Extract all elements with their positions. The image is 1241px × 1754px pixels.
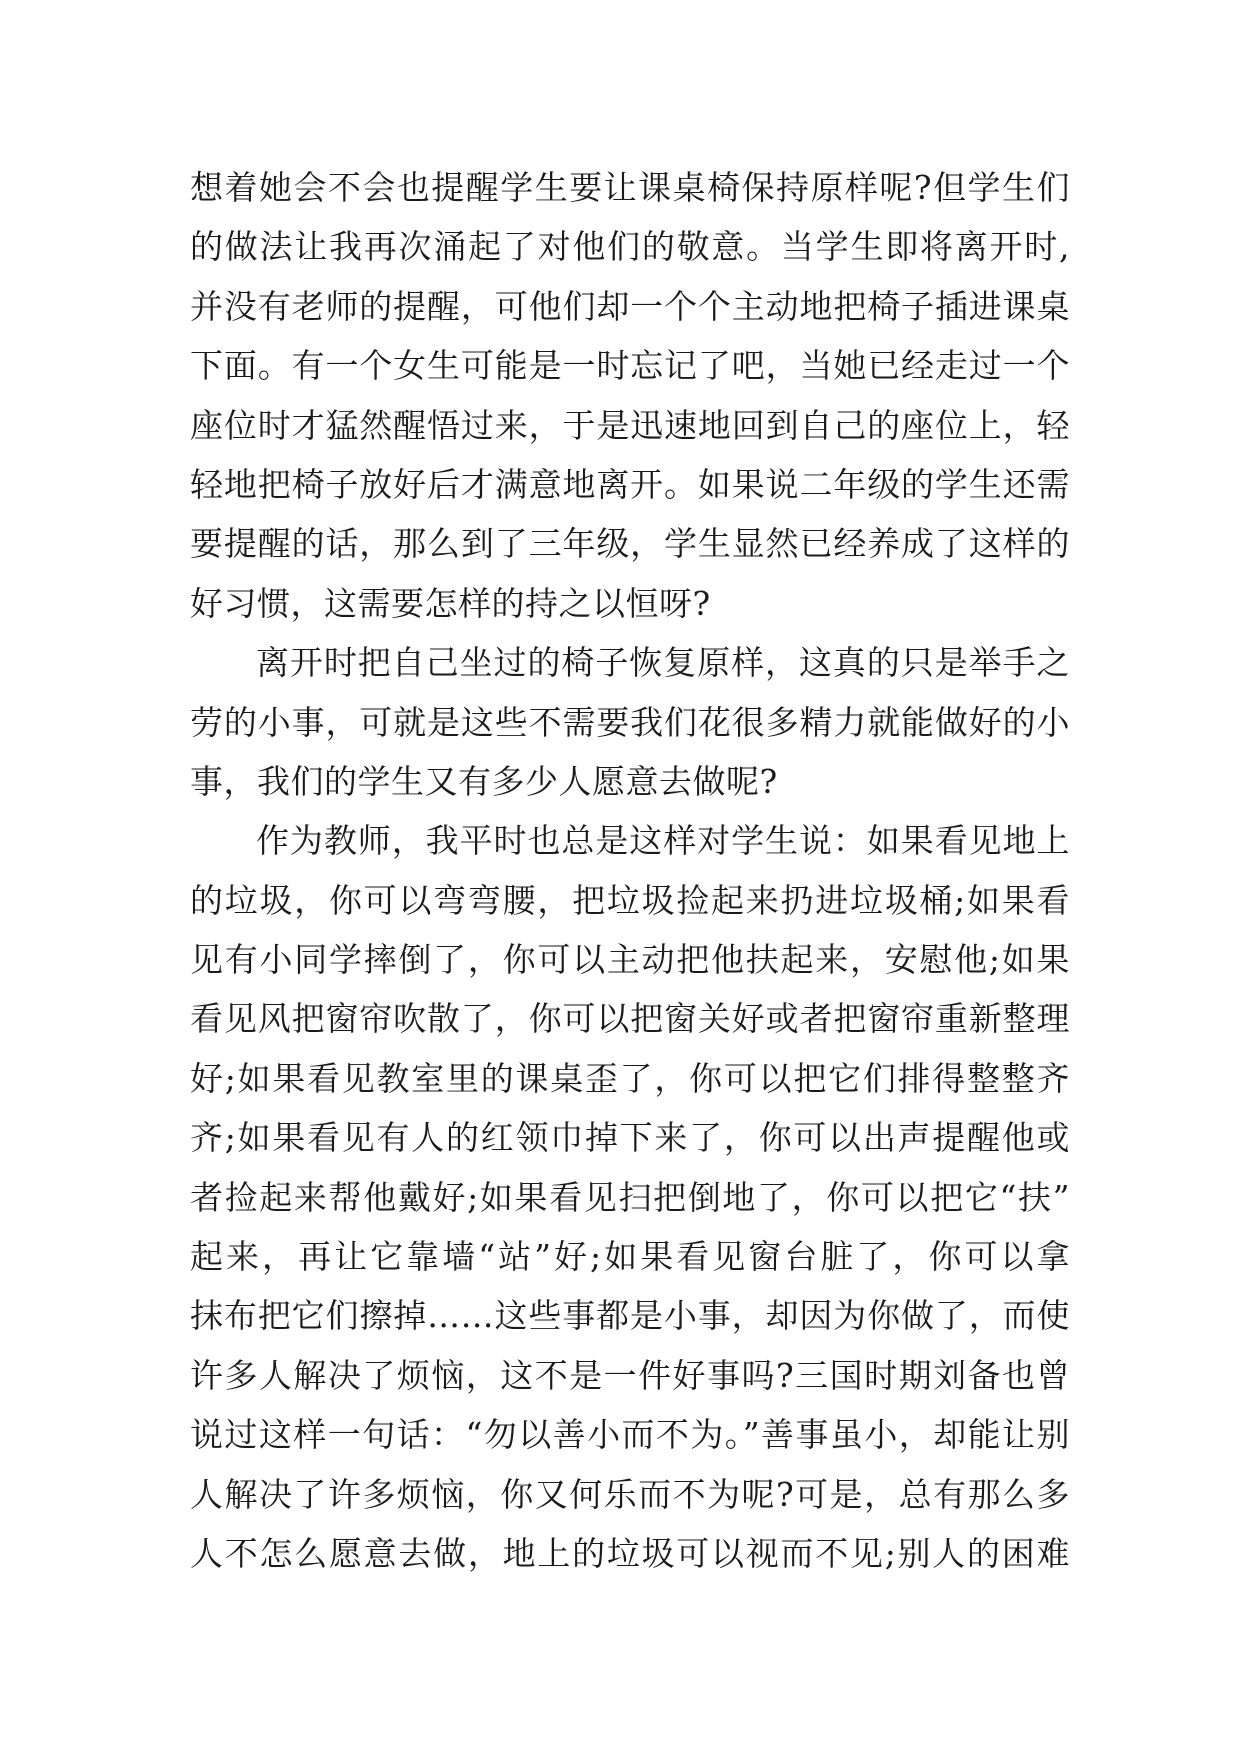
text-line: 下面。有一个女生可能是一时忘记了吧，当她已经走过一个: [190, 346, 1070, 386]
text-line: 作为教师，我平时也总是这样对学生说：如果看见地上: [256, 821, 1070, 861]
text-line: 想着她会不会也提醒学生要让课桌椅保持原样呢?但学生们: [190, 168, 1070, 207]
text-line: 抹布把它们擦掉……这些事都是小事，却因为你做了，而使: [190, 1296, 1070, 1336]
text-line: 劳的小事，可就是这些不需要我们花很多精力就能做好的小: [190, 702, 1070, 742]
text-line: 好习惯，这需要怎样的持之以恒呀?: [190, 583, 711, 623]
text-line: 事，我们的学生又有多少人愿意去做呢?: [190, 761, 778, 801]
body-text: [190, 158, 1070, 1583]
text-line: 要提醒的话，那么到了三年级，学生显然已经养成了这样的: [190, 524, 1070, 564]
text-line: 人解决了许多烦恼，你又何乐而不为呢?可是，总有那么多: [190, 1474, 1070, 1514]
text-line: 许多人解决了烦恼，这不是一件好事吗?三国时期刘备也曾: [190, 1355, 1070, 1395]
text-line: 座位时才猛然醒悟过来，于是迅速地回到自己的座位上，轻: [190, 405, 1070, 445]
text-line: 离开时把自己坐过的椅子恢复原样，这真的只是举手之: [256, 643, 1070, 683]
text-line: 者捡起来帮他戴好;如果看见扫把倒地了，你可以把它“扶”: [190, 1177, 1070, 1217]
text-line: 人不怎么愿意去做，地上的垃圾可以视而不见;别人的困难: [190, 1533, 1070, 1573]
text-line: 看见风把窗帘吹散了，你可以把窗关好或者把窗帘重新整理: [190, 999, 1070, 1039]
text-line: 轻地把椅子放好后才满意地离开。如果说二年级的学生还需: [190, 464, 1070, 504]
text-line: 的垃圾，你可以弯弯腰，把垃圾捡起来扔进垃圾桶;如果看: [190, 880, 1070, 920]
text-line: 好;如果看见教室里的课桌歪了，你可以把它们排得整整齐: [190, 1058, 1070, 1098]
text-line: 说过这样一句话：“勿以善小而不为。”善事虽小，却能让别: [190, 1415, 1070, 1455]
text-line: 起来，再让它靠墙“站”好;如果看见窗台脏了，你可以拿: [190, 1237, 1070, 1277]
text-line: 并没有老师的提醒，可他们却一个个主动地把椅子插进课桌: [190, 286, 1070, 326]
text-line: 见有小同学摔倒了，你可以主动把他扶起来，安慰他;如果: [190, 940, 1070, 980]
text-line: 的做法让我再次涌起了对他们的敬意。当学生即将离开时,: [190, 227, 1070, 267]
text-line: 齐;如果看见有人的红领巾掉下来了，你可以出声提醒他或: [190, 1118, 1070, 1158]
